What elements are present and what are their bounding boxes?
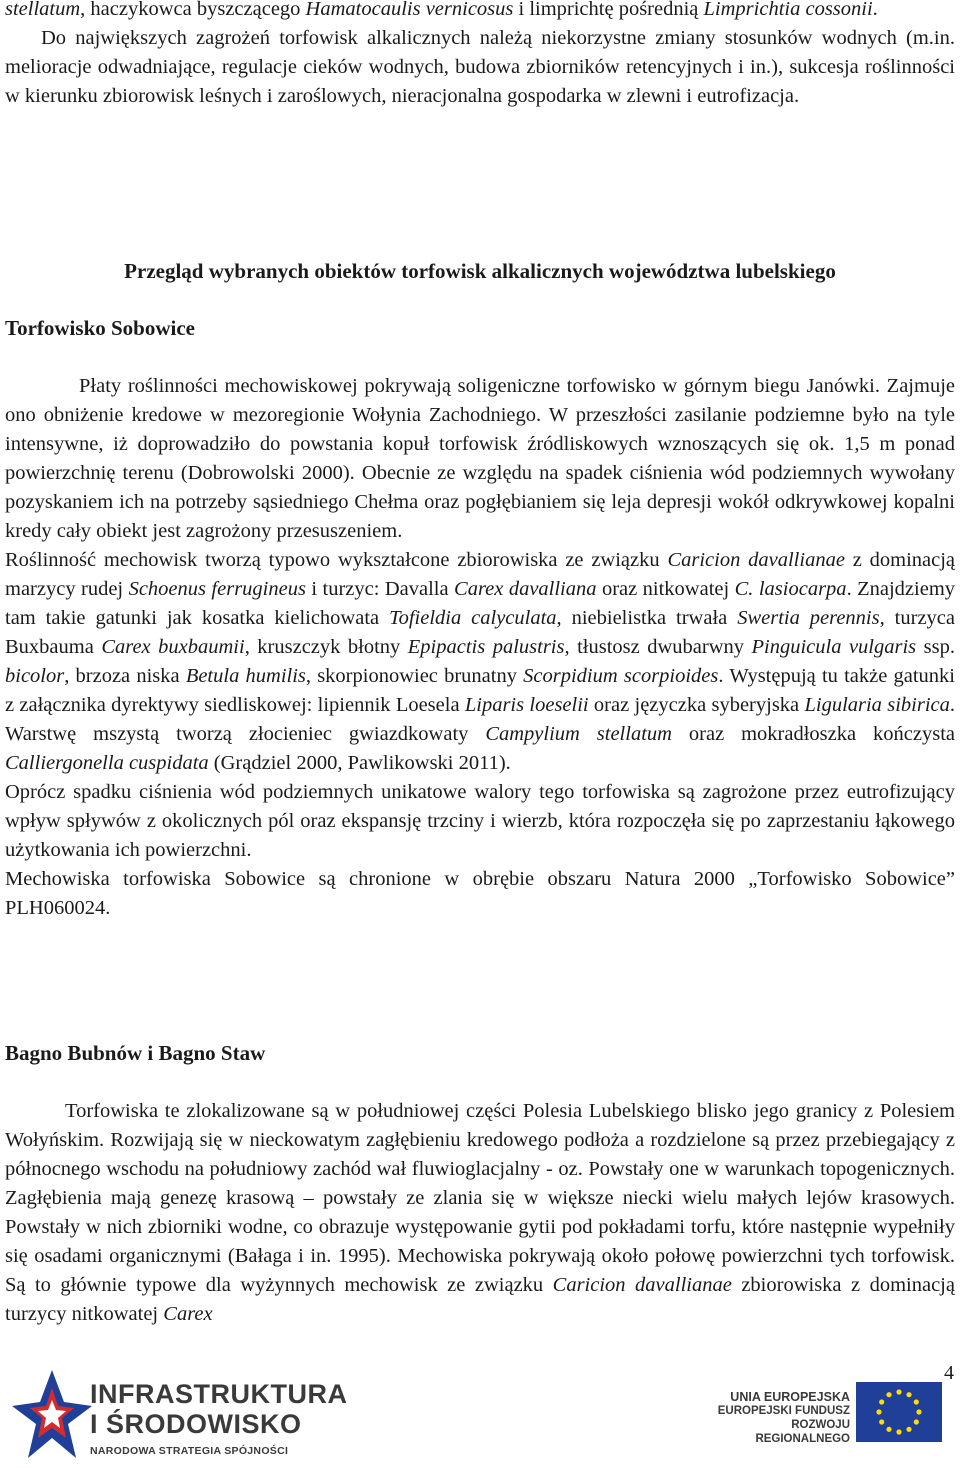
sobowice-p2-run-6: oraz nitkowatej bbox=[596, 578, 735, 600]
sobowice-paragraph-3: Oprócz spadku ciśnienia wód podziemnych unikatowe walory tego torfowiska są zagrożone przez eutrofizujący wpływ spływów z okolicznych pól oraz ekspansję trzciny i wierzb, która rozpoczęła się po zaprzestaniu łąkowego użytkowania ich powierzchni. bbox=[5, 781, 955, 861]
bubnow-heading: Bagno Bubnów i Bagno Staw bbox=[5, 1041, 266, 1065]
eu-line-3: ROZWOJU REGIONALNEGO bbox=[755, 1419, 850, 1445]
footer-logos bbox=[0, 1360, 960, 1468]
sobowice-p2-run-7: C. lasiocarpa bbox=[734, 578, 847, 600]
intro-paragraph-2: Do największych zagrożeń torfowisk alkalicznych należą niekorzystne zmiany stosunków wodnych (m.in. melioracje odwadniające, regulacje cieków wodnych, budowa zbiorników retencyjnych i in.), sukcesja roślinności w kierunku zbiorowisk leśnych i zaroślowych, nieracjonalna gospodarka w zlewni i eutrofizacja. bbox=[5, 27, 955, 107]
sobowice-p2-run-18: ssp. bbox=[916, 636, 955, 658]
bubnow-paragraph-1 bbox=[5, 1097, 955, 1329]
logo-subtitle: NARODOWA STRATEGIA SPÓJNOŚCI bbox=[90, 1445, 289, 1457]
sobowice-paragraph-2 bbox=[5, 546, 955, 778]
sobowice-paragraph-1: Płaty roślinności mechowiskowej pokrywają soligeniczne torfowisko w górnym biegu Janówki. Zajmuje ono obniżenie kredowe w mezoregionie Wołynia Zachodniego. W przeszłości zasilanie podziemne było na tyle intensywne, iż doprowadziło do powstania kopuł torfowisk źródliskowych wznoszących się ok. 1,5 m ponad powierzchnię terenu (Dobrowolski 2000). Obecnie ze względu na spadek ciśnienia wód podziemnych wywołany pozyskaniem ich na potrzeby sąsiedniego Chełma oraz pogłębianiem się leja depresji wokół odkrywkowej kopalni kredy cały obiekt jest zagrożony przesuszeniem. bbox=[5, 375, 955, 542]
sobowice-p2-run-32: (Grądziel 2000, Pawlikowski 2011). bbox=[208, 752, 511, 774]
sobowice-p2-run-25: Liparis loeselii bbox=[464, 694, 589, 716]
sobowice-section bbox=[5, 372, 955, 923]
sobowice-p2-run-16: , tłustosz dwubarwny bbox=[564, 636, 752, 658]
sobowice-p2-run-14: , kruszczyk błotny bbox=[244, 636, 408, 658]
intro-species-2: Hamatocaulis vernicosus bbox=[305, 0, 514, 20]
eu-star-icon bbox=[886, 1392, 891, 1397]
bubnow-p1-run-1: Caricion davallianae bbox=[552, 1274, 732, 1296]
sobowice-p2-run-23: Scorpidium scorpioides bbox=[523, 665, 719, 687]
main-heading: Przegląd wybranych obiektów torfowisk alkalicznych województwa lubelskiego bbox=[124, 259, 836, 283]
eu-star-icon bbox=[879, 1399, 884, 1404]
infrastruktura-logo bbox=[12, 1366, 348, 1462]
bubnow-p1-run-2: zbiorowiska z dominacją turzycy nitkowatej bbox=[5, 1274, 955, 1325]
intro-species-3: Limprichtia cossonii bbox=[703, 0, 873, 20]
intro-species-1: stellatum bbox=[5, 0, 81, 20]
eu-star-icon bbox=[914, 1399, 919, 1404]
intro-text-2: i limprichtę pośrednią bbox=[513, 0, 704, 20]
eu-star-icon bbox=[879, 1419, 884, 1424]
eu-line-1: UNIA EUROPEJSKA bbox=[730, 1390, 850, 1404]
sobowice-p2-run-31: Calliergonella cuspidata bbox=[5, 752, 209, 774]
eu-star-icon bbox=[916, 1409, 921, 1414]
bubnow-section bbox=[5, 1097, 955, 1329]
bubnow-p1-run-0: Torfowiska te zlokalizowane są w południowej części Polesia Lubelskiego blisko jego granicy z Polesiem Wołyńskim. Rozwijają się w nieckowatym zagłębieniu kredowego podłoża a rozdzielone są przez przebiegający z północnego wschodu na południowy zachód wał fluwioglacjalny - oz. Powstały one w warunkach topogenicznych. Zagłębienia mają genezę krasową – powstały ze zlania się w większe niecki wielu małych lejów krasowych. Powstały w nich zbiorniki wodne, co obrazuje występowanie gytii pod pokładami torfu, które następnie wypełniły się osadami organicznymi (Bałaga i in. 1995). Mechowiska pokrywają około połowę powierzchni tych torfowisk. Są to głównie typowe dla wyżynnych mechowisk ze związku bbox=[5, 1100, 955, 1296]
eu-line-2: EUROPEJSKI FUNDUSZ bbox=[717, 1405, 850, 1417]
intro-text-3: . bbox=[872, 0, 878, 20]
sobowice-p2-run-13: Carex buxbaumii bbox=[101, 636, 245, 658]
sobowice-p2-run-9: Tofieldia calyculata bbox=[389, 607, 557, 629]
intro-section bbox=[5, 0, 955, 111]
logo-title-2: I ŚRODOWISKO bbox=[90, 1409, 302, 1439]
sobowice-p2-run-20: , brzoza niska bbox=[64, 665, 186, 687]
sobowice-p2-run-30: oraz mokradłoszka kończysta bbox=[671, 723, 955, 745]
eu-logo bbox=[700, 1374, 950, 1460]
sobowice-p2-run-12: , turzyca Buxbauma bbox=[5, 607, 955, 658]
eu-star-icon bbox=[896, 1389, 901, 1394]
sobowice-p2-run-10: , niebielistka trwała bbox=[556, 607, 738, 629]
eu-flag-icon bbox=[856, 1382, 942, 1442]
sobowice-p2-run-15: Epipactis palustris bbox=[407, 636, 565, 658]
eu-star-icon bbox=[914, 1419, 919, 1424]
sobowice-p2-run-21: Betula humilis bbox=[185, 665, 306, 687]
intro-text-1: , haczykowca byszczącego bbox=[80, 0, 306, 20]
sobowice-p2-run-24: . Występują tu także gatunki z załącznika dyrektywy siedliskowej: lipiennik Loesela bbox=[5, 665, 956, 716]
eu-star-icon bbox=[906, 1427, 911, 1432]
logo-title-1: INFRASTRUKTURA bbox=[90, 1379, 348, 1409]
sobowice-p2-run-26: oraz języczka syberyjska bbox=[588, 694, 805, 716]
eu-star-icon bbox=[906, 1392, 911, 1397]
sobowice-p2-run-11: Swertia perennis bbox=[737, 607, 880, 629]
page-number: 4 bbox=[944, 1362, 954, 1384]
sobowice-p2-run-0: Roślinność mechowisk tworzą typowo wykształcone zbiorowiska ze związku bbox=[5, 549, 668, 571]
polish-flag-star-icon bbox=[12, 1366, 92, 1462]
sobowice-heading: Torfowisko Sobowice bbox=[5, 316, 195, 340]
sobowice-p2-run-8: . Znajdziemy tam takie gatunki jak kosatka kielichowata bbox=[5, 578, 956, 629]
sobowice-p2-run-19: bicolor bbox=[5, 665, 65, 687]
intro-paragraph-1 bbox=[5, 0, 955, 24]
sobowice-p2-run-4: i turzyc: Davalla bbox=[305, 578, 455, 600]
sobowice-p2-run-3: Schoenus ferrugineus bbox=[128, 578, 306, 600]
eu-star-icon bbox=[876, 1409, 881, 1414]
eu-text-block bbox=[700, 1390, 850, 1446]
sobowice-p2-run-29: Campylium stellatum bbox=[485, 723, 672, 745]
sobowice-p2-run-1: Caricion davallianae bbox=[667, 549, 845, 571]
eu-star-icon bbox=[896, 1429, 901, 1434]
sobowice-paragraph-4: Mechowiska torfowiska Sobowice są chronione w obrębie obszaru Natura 2000 „Torfowisko Sobowice” PLH060024. bbox=[5, 868, 955, 919]
eu-star-icon bbox=[886, 1427, 891, 1432]
sobowice-p2-run-17: Pinguicula vulgaris bbox=[751, 636, 917, 658]
sobowice-p2-run-28: . Warstwę mszystą tworzą złocieniec gwiazdkowaty bbox=[5, 694, 955, 745]
bubnow-p1-run-3: Carex bbox=[163, 1303, 213, 1325]
sobowice-p2-run-27: Ligularia sibirica bbox=[804, 694, 950, 716]
sobowice-p2-run-2: z dominacją marzycy rudej bbox=[5, 549, 956, 600]
sobowice-p2-run-5: Carex davalliana bbox=[454, 578, 597, 600]
sobowice-p2-run-22: , skorpionowiec brunatny bbox=[305, 665, 524, 687]
